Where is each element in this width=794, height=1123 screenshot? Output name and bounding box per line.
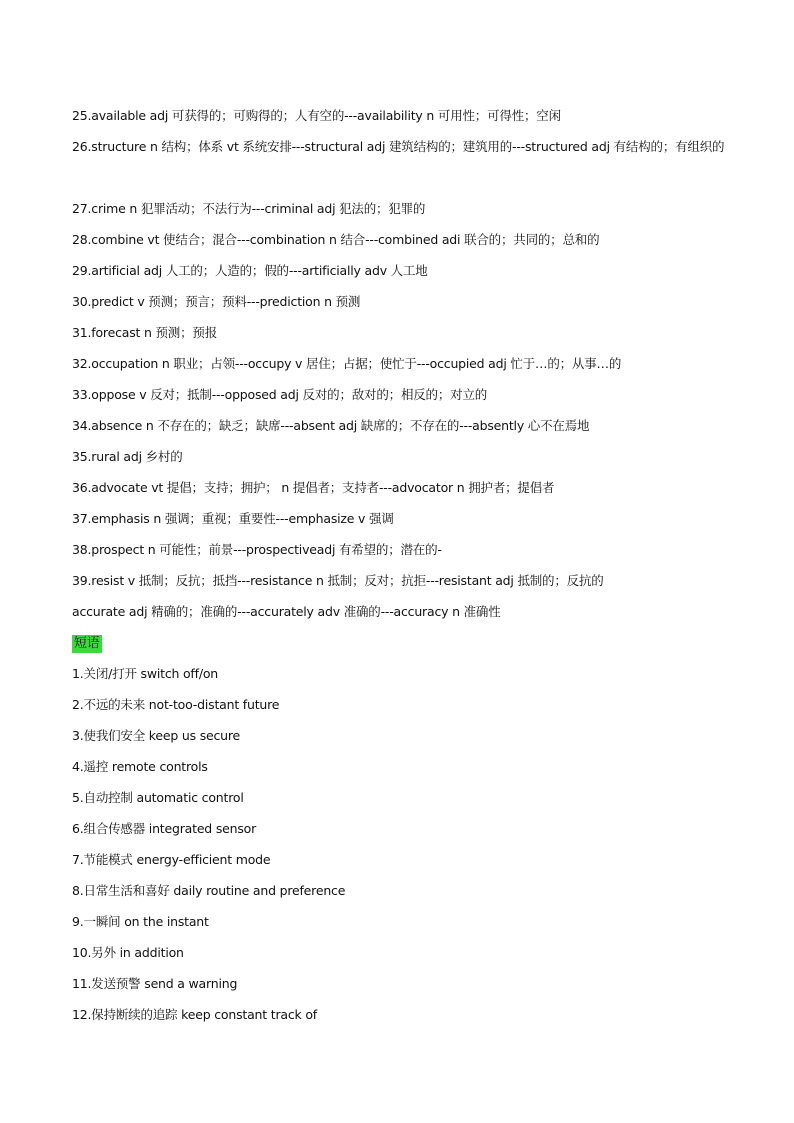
document-page [72, 100, 732, 1030]
phrase-entry-1: 1.关闭/打开 switch off/on [72, 666, 219, 681]
phrase-entry-11: 11.发送预警 send a warning [72, 976, 238, 991]
vocab-entry-28: 28.combine vt 使结合；混合---combination n 结合---combined adi 联合的；共同的；总和的 [72, 232, 600, 247]
vocab-entry-33: 33.oppose v 反对；抵制---opposed adj 反对的；敌对的；相反的；对立的 [72, 387, 488, 402]
phrase-entry-4: 4.遥控 remote controls [72, 759, 208, 774]
phrases-heading-row [72, 627, 732, 658]
vocab-entry-30: 30.predict v 预测；预言；预料---prediction n 预测 [72, 294, 361, 309]
vocab-entry-34: 34.absence n 不存在的；缺乏；缺席---absent adj 缺席的；不存在的---absently 心不在焉地 [72, 418, 590, 433]
vocab-entry-37: 37.emphasis n 强调；重视；重要性---emphasize v 强调 [72, 511, 394, 526]
phrase-entry-3: 3.使我们安全 keep us secure [72, 728, 241, 743]
vocab-entry-31: 31.forecast n 预测；预报 [72, 325, 217, 340]
vocab-entry-36: 36.advocate vt 提倡；支持；拥护； n 提倡者；支持者---advocator n 拥护者；提倡者 [72, 480, 555, 495]
phrase-entry-10: 10.另外 in addition [72, 945, 184, 960]
phrase-entry-8: 8.日常生活和喜好 daily routine and preference [72, 883, 346, 898]
vocab-entry-accurate: accurate adj 精确的；准确的---accurately adv 准确的---accuracy n 准确性 [72, 604, 501, 619]
vocab-entry-27: 27.crime n 犯罪活动；不法行为---criminal adj 犯法的；犯罪的 [72, 201, 426, 216]
phrase-entry-5: 5.自动控制 automatic control [72, 790, 244, 805]
vocab-entry-25: 25.available adj 可获得的；可购得的；人有空的---availability n 可用性；可得性；空闲 [72, 108, 561, 123]
phrases-heading: 短语 [74, 636, 100, 651]
phrase-entry-9: 9.一瞬间 on the instant [72, 914, 209, 929]
phrase-entry-12: 12.保持断续的追踪 keep constant track of [72, 1007, 317, 1022]
phrase-entry-6: 6.组合传感器 integrated sensor [72, 821, 257, 836]
phrase-entry-7: 7.节能模式 energy-efficient mode [72, 852, 271, 867]
phrase-entry-2: 2.不远的未来 not-too-distant future [72, 697, 280, 712]
vocab-entry-35: 35.rural adj 乡村的 [72, 449, 183, 464]
vocab-entry-26: 26.structure n 结构；体系 vt 系统安排---structural adj 建筑结构的；建筑用的---structured adj 有结构的；有组织的 [72, 139, 725, 154]
vocab-entry-39: 39.resist v 抵制；反抗；抵挡---resistance n 抵制；反对；抗拒---resistant adj 抵制的；反抗的 [72, 573, 604, 588]
vocab-entry-32: 32.occupation n 职业；占领---occupy v 居住；占据；使忙于---occupied adj 忙于…的；从事…的 [72, 356, 622, 371]
vocab-entry-38: 38.prospect n 可能性；前景---prospectiveadj 有希望的；潜在的- [72, 542, 442, 557]
vocab-entry-29: 29.artificial adj 人工的；人造的；假的---artificially adv 人工地 [72, 263, 428, 278]
